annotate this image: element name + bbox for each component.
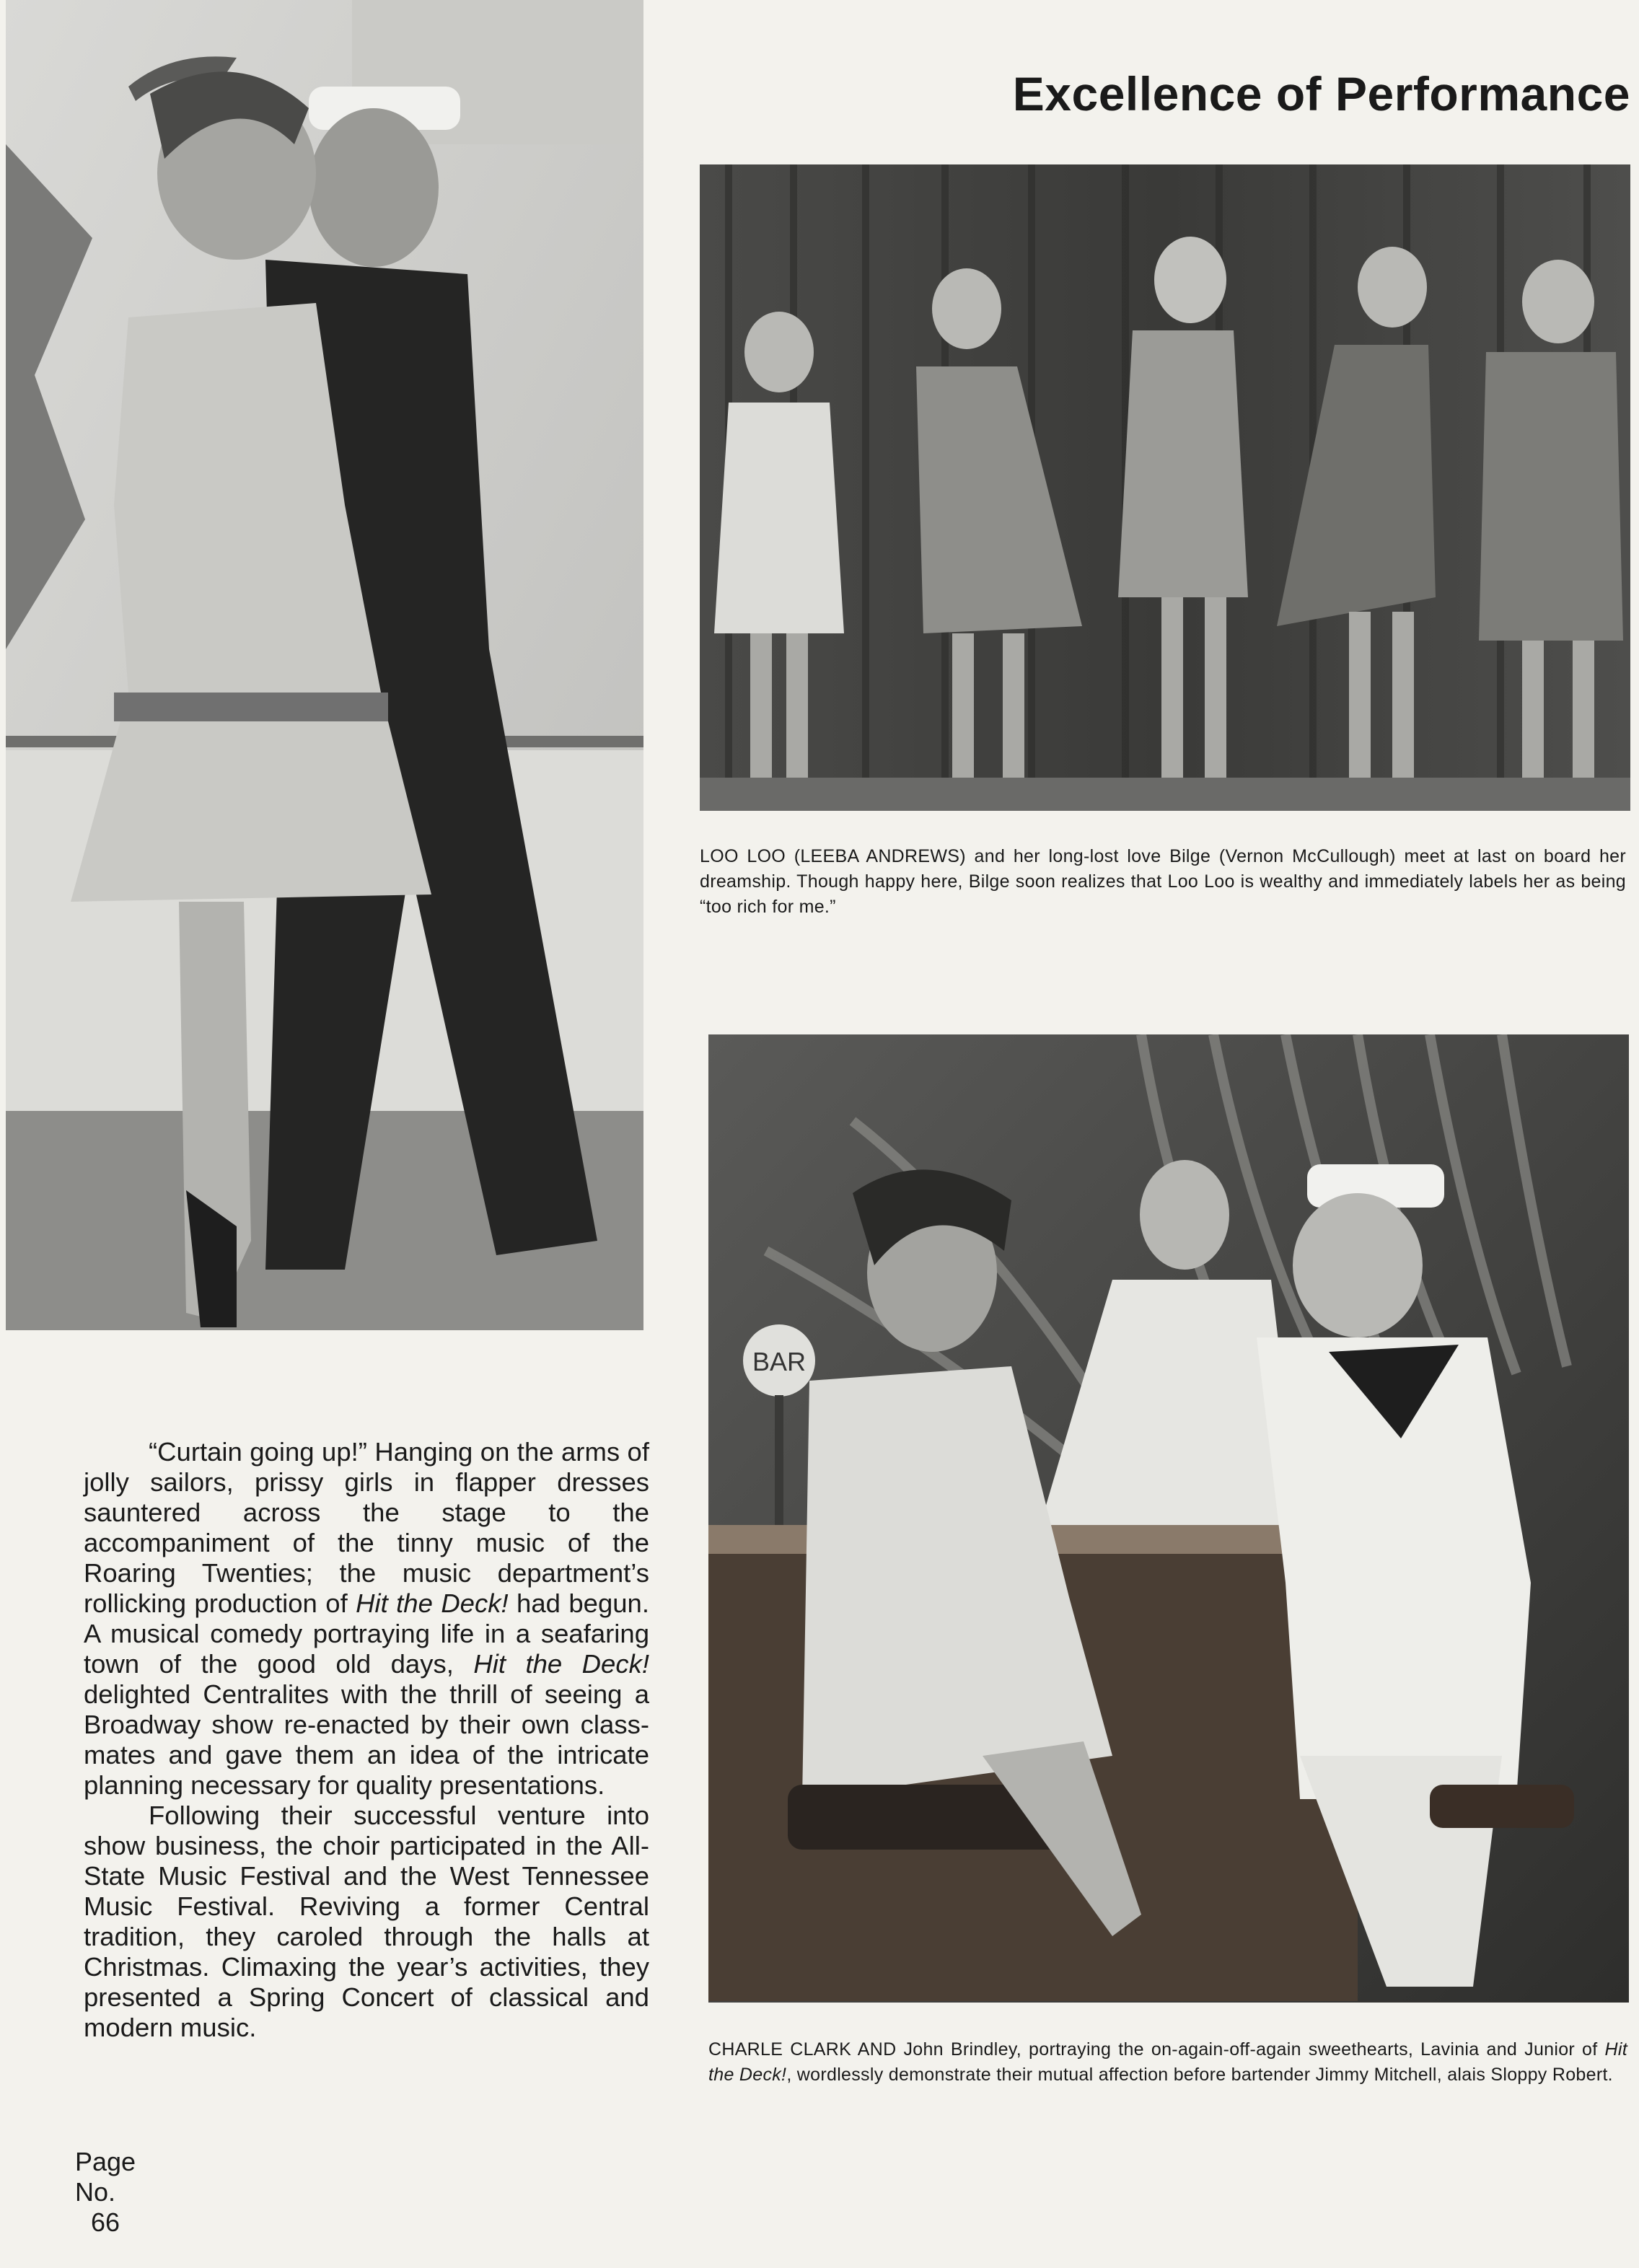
page-number-line2: No. [75, 2177, 116, 2207]
body-p1-show2: Hit the Deck! [473, 1649, 649, 1679]
page-number [75, 2147, 136, 2238]
body-paragraph-1 [84, 1437, 649, 1801]
caption-top-photo [700, 844, 1626, 920]
page-number-value: 66 [91, 2207, 120, 2237]
photo-flapper-line [700, 164, 1630, 811]
caption-bottom-part2: , wordlessly demonstrate their mutual affection before bartender Jimmy Mitchell, alais Sloppy Robert. [786, 2065, 1613, 2085]
caption-bottom-lead: CHARLE CLARK AND [708, 2039, 897, 2060]
body-p1-a: “Curtain going up!” Hanging on the arms of jolly sailors, prissy girls in flapper dresses sauntered across the stage to the accompaniment of the tinny music of the Roaring Twenties; the music department’s rollicking production of [84, 1437, 649, 1618]
caption-bottom-show: Hit the Deck! [708, 2039, 1627, 2085]
body-text [84, 1437, 649, 2043]
caption-top-lead: LOO LOO (LEEBA ANDREWS) [700, 846, 966, 866]
page-number-line1: Page [75, 2147, 136, 2176]
body-p1-b: had begun. A musical comedy portraying life in a seafaring town of the good old days, [84, 1588, 649, 1679]
caption-top-text: and her long-lost love Bilge (Vernon McCullough) meet at last on board her dreamship. Though happy here, Bilge soon realizes that Loo Loo is wealthy and immediately labels her as being “too rich for me.” [700, 846, 1627, 917]
body-paragraph-2: Following their successful venture into show business, the choir participated in the All-State Music Festival and the West Tennessee Music Festival. Reviving a former Central tradition, they caroled through the halls at Christmas. Climaxing the year’s activities, they presented a Spring Concert of classical and modern music. [84, 1801, 649, 2042]
body-p1-c: delighted Centralites with the thrill of seeing a Broadway show re-enacted by their own class-mates and gave them an idea of the intricate planning necessary for quality presentations. [84, 1679, 649, 1800]
page-title: Excellence of Performance [1012, 67, 1630, 120]
caption-bottom-photo [708, 2037, 1627, 2088]
bar-sign: BAR [752, 1347, 807, 1376]
photo-bar-scene [708, 1034, 1629, 2003]
caption-bottom-part1: John Brindley, portraying the on-again-off-again sweethearts, Lavinia and Junior of [896, 2039, 1605, 2060]
photo-couple [6, 0, 643, 1330]
body-p1-show1: Hit the Deck! [356, 1588, 509, 1618]
